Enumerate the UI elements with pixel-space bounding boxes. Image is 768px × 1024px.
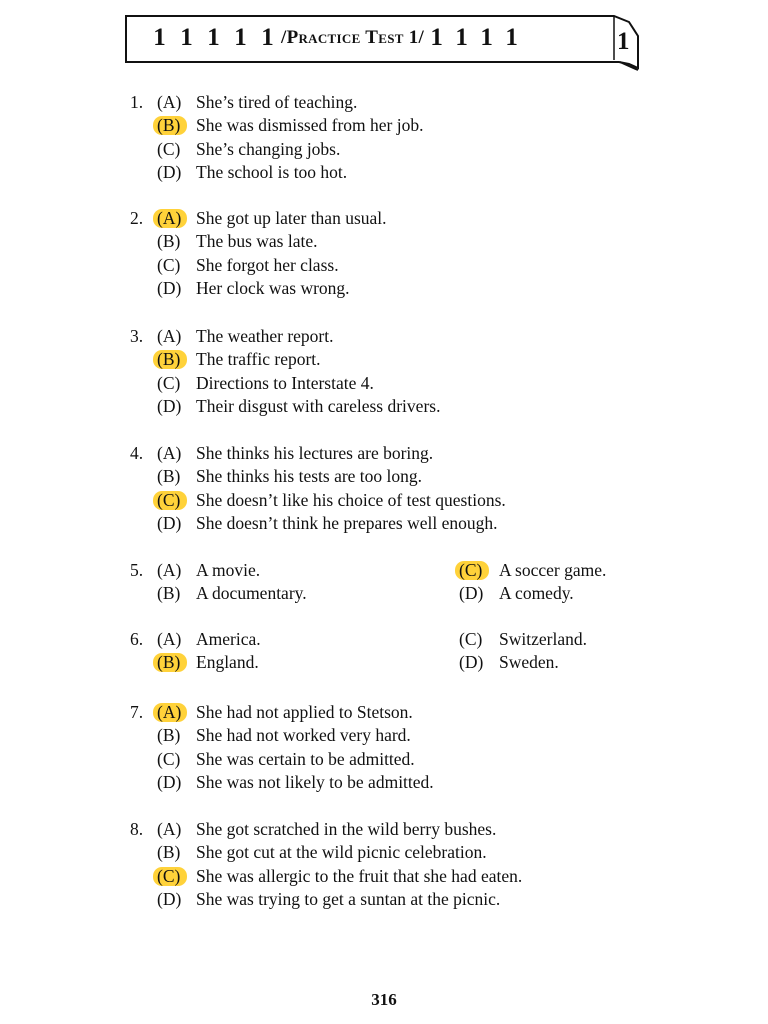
option-letter: [157, 864, 197, 888]
option-letter-label: (A): [157, 560, 182, 580]
mark: 1: [207, 24, 220, 51]
header-banner: [124, 14, 632, 60]
mark: 1: [430, 24, 443, 51]
option-letter: [459, 558, 499, 582]
option-letter-label: (D): [157, 277, 182, 298]
option-letter-label: (B): [157, 725, 181, 746]
option-text: The bus was late.: [196, 231, 318, 252]
option-letter-label: (A): [157, 702, 182, 722]
option-letter: [157, 723, 197, 747]
mark: 1: [480, 24, 493, 51]
option-letter-label: (C): [157, 372, 181, 393]
option-text: She got scratched in the wild berry bushes.: [196, 819, 497, 839]
option-letter-label: (C): [157, 748, 181, 769]
option-letter-label: (D): [459, 652, 484, 673]
option-text: She was allergic to the fruit that she had eaten.: [196, 865, 523, 886]
option-text: She doesn’t like his choice of test questions.: [196, 489, 506, 510]
option-letter: [157, 488, 197, 512]
option-letter-label: (B): [157, 842, 181, 863]
option-text: She was certain to be admitted.: [196, 748, 415, 769]
option-letter-label: (D): [157, 512, 182, 533]
option-letter-label: (A): [157, 92, 182, 112]
left-marks: [146, 24, 281, 52]
option-text: Directions to Interstate 4.: [196, 372, 374, 393]
option-letter-label: (D): [157, 771, 182, 792]
option-letter: [157, 347, 197, 371]
option-text: A movie.: [196, 560, 261, 580]
option-letter: [157, 511, 197, 535]
option-letter: [157, 558, 197, 582]
option-letter: [157, 441, 197, 465]
option-text: Their disgust with careless drivers.: [196, 395, 441, 416]
banner-text: [146, 20, 602, 56]
option-letter-label: (D): [157, 161, 182, 182]
question-number: 3.: [130, 326, 144, 346]
option-letter-label: (D): [459, 583, 484, 604]
option-letter: [157, 253, 197, 277]
option-text: She’s changing jobs.: [196, 138, 341, 159]
question-number: 5.: [130, 560, 144, 580]
option-text: She was dismissed from her job.: [196, 115, 424, 136]
option-letter: [157, 581, 197, 605]
mark: 1: [180, 24, 193, 51]
mark: 1: [455, 24, 468, 51]
option-letter: [157, 394, 197, 418]
option-letter: [157, 700, 197, 724]
option-letter-label: (C): [157, 254, 181, 275]
option-text: She got cut at the wild picnic celebration.: [196, 842, 487, 863]
option-text: She’s tired of teaching.: [196, 92, 358, 112]
mark: 1: [234, 24, 247, 51]
option-text: She thinks his lectures are boring.: [196, 443, 434, 463]
option-text: She was not likely to be admitted.: [196, 771, 434, 792]
option-letter: [157, 840, 197, 864]
question-number: 6.: [130, 629, 144, 649]
option-text: The school is too hot.: [196, 161, 348, 182]
option-letter-label: (D): [157, 395, 182, 416]
option-letter-label: (C): [459, 629, 483, 649]
option-letter: [157, 887, 197, 911]
option-letter: [157, 276, 197, 300]
page-number: 316: [371, 990, 397, 1009]
option-text: Switzerland.: [499, 629, 587, 649]
option-letter: [459, 581, 499, 605]
option-text: She had not worked very hard.: [196, 725, 411, 746]
option-letter: [157, 90, 197, 114]
option-letter-label: (D): [157, 888, 182, 909]
option-letter-label: (A): [157, 629, 182, 649]
option-text: England.: [196, 652, 259, 673]
option-text: She doesn’t think he prepares well enough.: [196, 512, 498, 533]
mark: 1: [261, 24, 274, 51]
option-text: She had not applied to Stetson.: [196, 702, 413, 722]
question-number: 2.: [130, 208, 144, 228]
curl-mark: 1: [617, 28, 630, 55]
option-letter: [157, 137, 197, 161]
option-letter-label: (B): [157, 652, 181, 673]
option-text: A soccer game.: [499, 560, 607, 580]
option-text: She thinks his tests are too long.: [196, 466, 423, 487]
option-letter: [157, 206, 197, 230]
option-text: A comedy.: [499, 583, 574, 604]
option-letter: [459, 650, 499, 674]
option-text: The traffic report.: [196, 349, 321, 370]
question-number: 1.: [130, 92, 144, 112]
option-letter: [157, 371, 197, 395]
option-letter: [157, 160, 197, 184]
right-marks: [424, 24, 524, 52]
option-text: Her clock was wrong.: [196, 277, 350, 298]
option-text: A documentary.: [196, 583, 307, 604]
option-letter-label: (C): [157, 138, 181, 159]
option-letter: [157, 324, 197, 348]
option-letter: [157, 113, 197, 137]
option-letter: [157, 464, 197, 488]
page-title: /Practice Test 1/: [281, 27, 425, 48]
mark: 1: [505, 24, 518, 51]
option-letter-label: (A): [157, 326, 182, 346]
option-letter-label: (B): [157, 231, 181, 252]
option-letter-label: (B): [157, 466, 181, 487]
option-text: The weather report.: [196, 326, 334, 346]
option-letter: [157, 747, 197, 771]
option-letter-label: (A): [157, 208, 182, 228]
option-letter-label: (C): [157, 865, 181, 886]
option-letter-label: (B): [157, 115, 181, 136]
option-letter-label: (A): [157, 819, 182, 839]
question-number: 8.: [130, 819, 144, 839]
question-number: 7.: [130, 702, 144, 722]
option-letter: [157, 627, 197, 651]
option-text: She forgot her class.: [196, 254, 339, 275]
option-letter: [157, 229, 197, 253]
question-number: 4.: [130, 443, 144, 463]
option-text: America.: [196, 629, 261, 649]
option-letter: [157, 770, 197, 794]
option-letter-label: (B): [157, 583, 181, 604]
option-letter: [157, 650, 197, 674]
option-letter: [157, 817, 197, 841]
option-text: She was trying to get a suntan at the picnic.: [196, 888, 501, 909]
option-letter-label: (C): [157, 489, 181, 510]
option-text: She got up later than usual.: [196, 208, 387, 228]
option-text: Sweden.: [499, 652, 559, 673]
option-letter-label: (C): [459, 560, 483, 580]
option-letter-label: (B): [157, 349, 181, 370]
option-letter-label: (A): [157, 443, 182, 463]
mark: 1: [153, 24, 166, 51]
option-letter: [459, 627, 499, 651]
